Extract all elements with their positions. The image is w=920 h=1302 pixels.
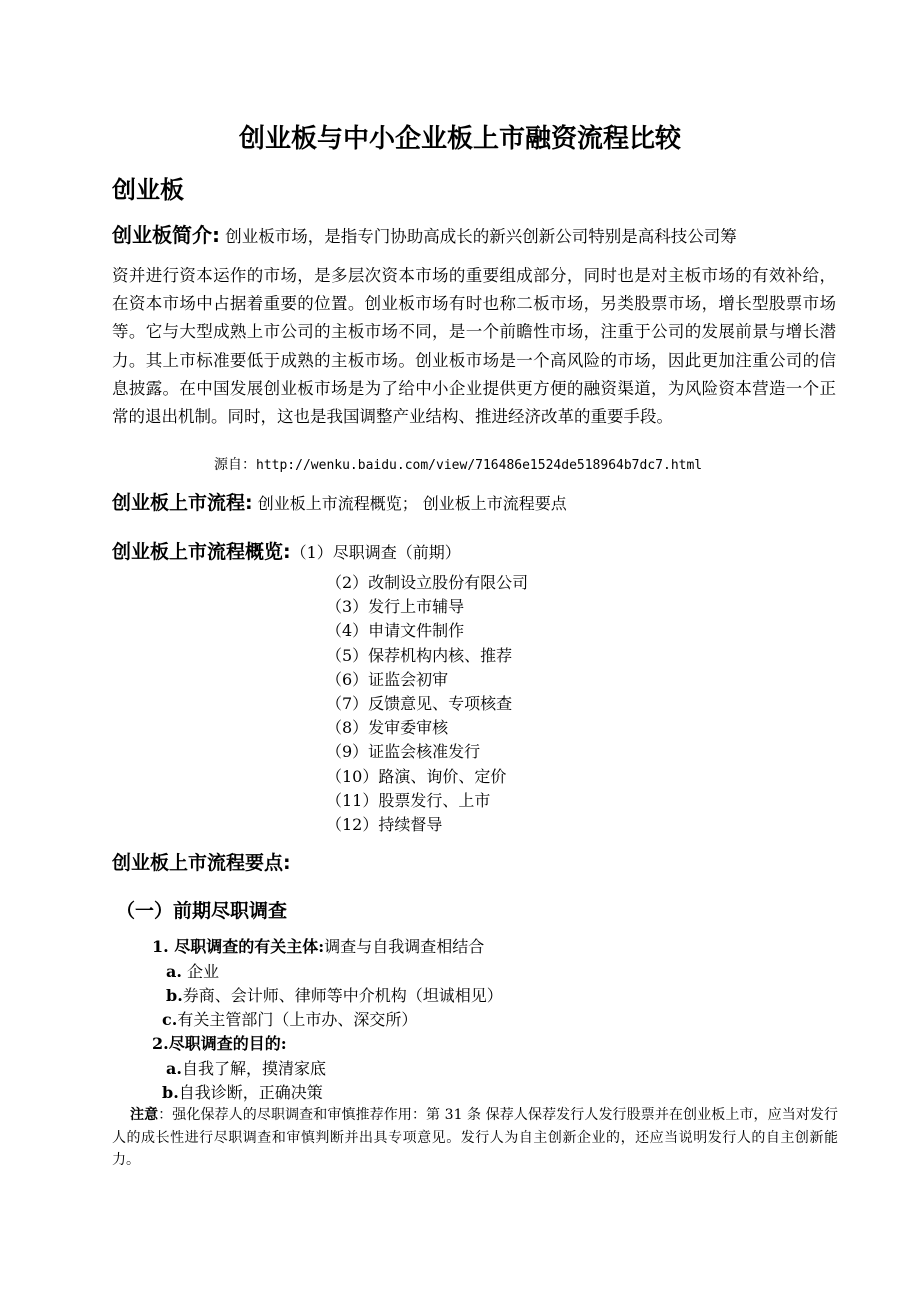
list-item: （11）股票发行、上市	[326, 790, 491, 810]
overview-label: 创业板上市流程概览:	[112, 541, 291, 563]
list-item: （5）保荐机构内核、推荐	[326, 645, 513, 665]
note-label: 注意	[130, 1107, 159, 1123]
q1-c-text: 有关主管部门（上市办、深交所）	[177, 1010, 418, 1029]
q2-item-b	[162, 1080, 323, 1103]
intro-label: 创业板简介:	[112, 223, 220, 247]
keypoints-row	[112, 848, 291, 875]
source-line	[214, 454, 702, 474]
process-text: 创业板上市流程概览； 创业板上市流程要点	[257, 494, 567, 513]
page-title: 创业板与中小企业板上市融资流程比较	[238, 124, 681, 154]
section-heading: 创业板	[112, 176, 184, 204]
q2-b-text: 自我诊断，正确决策	[178, 1083, 323, 1102]
source-prefix: 源自：	[214, 457, 256, 473]
part1-heading: （一）前期尽职调查	[116, 900, 288, 922]
note-text: ：强化保荐人的尽职调查和审慎推荐作用：第 31 条 保荐人保荐发行人发行股票并在创业板上市，应当对发行人的成长性进行尽职调查和审慎判断并出具专项意见。发行人为自主创新企业的，还应当说明发行人的自主创新能力。	[112, 1107, 839, 1168]
q2-a-text: 自我了解，摸清家底	[181, 1059, 326, 1078]
q1-b-text: 券商、会计师、律师等中介机构（坦诚相见）	[182, 986, 503, 1005]
q2-label: 2.尽职调查的目的:	[152, 1034, 287, 1053]
q1-row	[152, 934, 484, 957]
intro-first-line: 创业板市场，是指专门协助高成长的新兴创新公司特别是高科技公司筹	[225, 227, 737, 246]
q2-row	[152, 1031, 287, 1054]
q2-a-label: a.	[166, 1059, 182, 1078]
q1-item-c	[162, 1007, 417, 1030]
intro-body: 资并进行资本运作的市场，是多层次资本市场的重要组成部分，同时也是对主板市场的有效补给，在资本市场中占据着重要的位置。创业板市场有时也称二板市场，另类股票市场，增长型股票市场等。它与大型成熟上市公司的主板市场不同，是一个前瞻性市场，注重于公司的发展前景与增长潜力。其上市标准要低于成熟的主板市场。创业板市场是一个高风险的市场，因此更加注重公司的信息披露。在中国发展创业板市场是为了给中小企业提供更方便的融资渠道，为风险资本营造一个正常的退出机制。同时，这也是我国调整产业结构、推进经济改革的重要手段。	[112, 266, 836, 427]
list-item: （8）发审委审核	[326, 718, 449, 738]
list-item: （7）反馈意见、专项核查	[326, 694, 513, 714]
overview-row	[112, 537, 461, 564]
q1-c-label: c.	[162, 1010, 178, 1029]
q2-b-label: b.	[162, 1083, 179, 1102]
list-item: （6）证监会初审	[326, 669, 449, 689]
list-item: （10）路演、询价、定价	[326, 766, 507, 786]
q1-item-a	[166, 959, 219, 982]
intro-paragraph	[112, 220, 836, 431]
q1-item-b	[166, 983, 503, 1006]
note-paragraph	[112, 1104, 838, 1172]
process-label: 创业板上市流程:	[112, 492, 253, 514]
q1-text: 调查与自我调查相结合	[324, 937, 485, 956]
process-row	[112, 488, 567, 515]
list-item: （4）申请文件制作	[326, 621, 465, 641]
q2-item-a	[166, 1056, 326, 1079]
list-item: （9）证监会核准发行	[326, 742, 481, 762]
overview-first-step: （1）尽职调查（前期）	[290, 543, 461, 562]
list-item: （12）持续督导	[326, 815, 443, 835]
q1-a-label: a.	[166, 962, 182, 981]
list-item: （2）改制设立股份有限公司	[326, 573, 529, 592]
q1-b-label: b.	[166, 986, 183, 1005]
source-url[interactable]: http://wenku.baidu.com/view/716486e1524de518964b7dc7.html	[256, 458, 703, 473]
keypoints-label: 创业板上市流程要点:	[112, 852, 291, 874]
q1-label: 1. 尽职调查的有关主体:	[152, 937, 325, 956]
process-steps-list	[326, 571, 528, 837]
list-item: （3）发行上市辅导	[326, 597, 465, 617]
q1-a-text: 企业	[181, 962, 220, 981]
